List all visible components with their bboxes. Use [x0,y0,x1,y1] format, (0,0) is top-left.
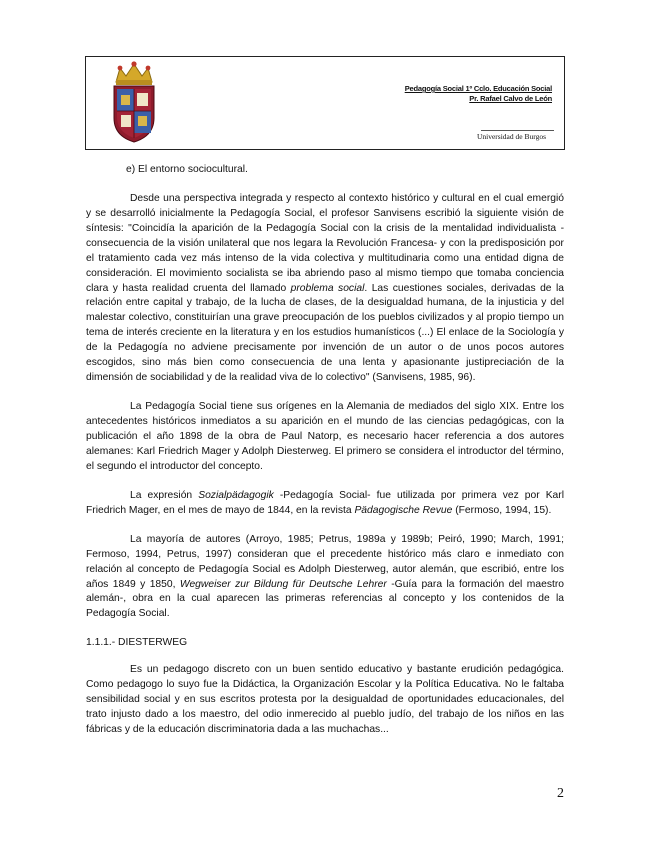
paragraph-1-end: . Las cuestiones sociales, derivadas de la relación entre capital y trabajo, de la lucha de clases, de la desigualdad humana, de la injusticia y del malestar colectivo, constituirían una grave preocupación de los pueblos civilizados y al propio tiempo un tema de interés creciente en la literatura y en los estudios humanísticos (...) El enlace de la Sociología y de la Pedagogía no adviene precisamente por invención de un autor o de unos pocos autores escogidos, sino más bien como consecuencia de una lenta y apasionante justipreciación de la dimensión de sociabilidad y de la realidad viva de lo colectivo" (Sanvisens, 1985, 96). [86,282,564,383]
header-university: Universidad de Burgos [476,132,546,141]
paragraph-3-emphasis-2: Pädagogische Revue [354,504,453,516]
paragraph-3-emphasis-1: Sozialpädagogik [198,489,274,501]
paragraph-3-c: (Fermoso, 1994, 15). [452,504,552,516]
page-number: 2 [557,786,564,801]
header-course-title: Pedagogía Social 1º Cclo. Educación Social [404,84,552,93]
section-heading-diesterweg: 1.1.1.- DIESTERWEG [86,637,188,649]
paragraph-2: La Pedagogía Social tiene sus orígenes en la Alemania de mediados del siglo XIX. Entre los antecedentes históricos inmediatos a su aparición en el mundo de las ciencias pedagógicas, con la publicación el año 1898 de la obra de Paul Natorp, es necesario hacer referencia a dos autores alemanes: Karl Friedrich Mager y Adolph Diesterweg. El primero se considera el introductor del término, el segundo el introductor del concepto. [86,401,564,472]
paragraph-1 [86,192,564,386]
university-crest-icon [106,60,162,144]
paragraph-3-a: La expresión [130,489,199,501]
section-e-title: e) El entorno sociocultural. [126,164,248,175]
paragraph-4 [86,533,564,622]
paragraph-3 [86,489,564,519]
paragraph-5: Es un pedagogo discreto con un buen sentido educativo y bastante erudición pedagógica. Como pedagogo lo suyo fue la Didáctica, la Organización Escolar y la Política Educativa. No le faltaba sensibilidad social y en sus escritos protesta por la desigualdad de oportunidades educacionales, del trato injusto dado a los maestro, del odio inmerecido al pueblo judío, del trabajo de los niños en las fábricas y de la educación discriminatoria dada a las muchachas... [86,664,564,735]
paragraph-3-b: -Pedagogía Social- fue utilizada por primera vez por Karl Friedrich Mager, en el mes de mayo de 1844, en la revista [86,489,565,516]
header-divider [481,130,554,131]
document-body [86,163,564,752]
paragraph-4-a: La mayoría de autores (Arroyo, 1985; Petrus, 1989a y 1989b; Peiró, 1990; March, 1991; Fermoso, 1994, Petrus, 1997) consideran que el precedente histórico más claro e inmediato con relación al concepto de Pedagogía Social es Adolph Diesterweg, autor alemán, que escribió, entre los años 1849 y 1850, [86,533,564,590]
paragraph-1-emphasis: problema social [290,282,365,294]
header-professor: Pr. Rafael Calvo de León [469,94,552,103]
paragraph-1-text: Desde una perspectiva integrada y respecto al contexto histórico y cultural en el cual emergió y se desarrolló inicialmente la Pedagogía Social, el profesor Sanvisens escribió la siguiente visión de síntesis: "Coincidía la aparición de la Pedagogía Social con la crisis de la mentalidad individualista -consecuencia de la visión unilateral que nos legara la Revolución Francesa- y con la predisposición por el tratamiento cada vez más intenso de la vida colectiva y multitudinaria como una entidad digna de consideración. El movimiento socialista se iba abriendo paso al mismo tiempo que tomaba conciencia clara y hasta realidad cruenta del llamado [86,193,564,294]
paragraph-4-emphasis: Wegweiser zur Bildung für Deutsche Lehrer [179,578,387,590]
paragraph-4-b: -Guía para la formación del maestro alemán-, obra en la cual aparecen las primeras referencias al concepto y los contenidos de la Pedagogía Social. [86,578,564,620]
page-header [85,56,565,150]
